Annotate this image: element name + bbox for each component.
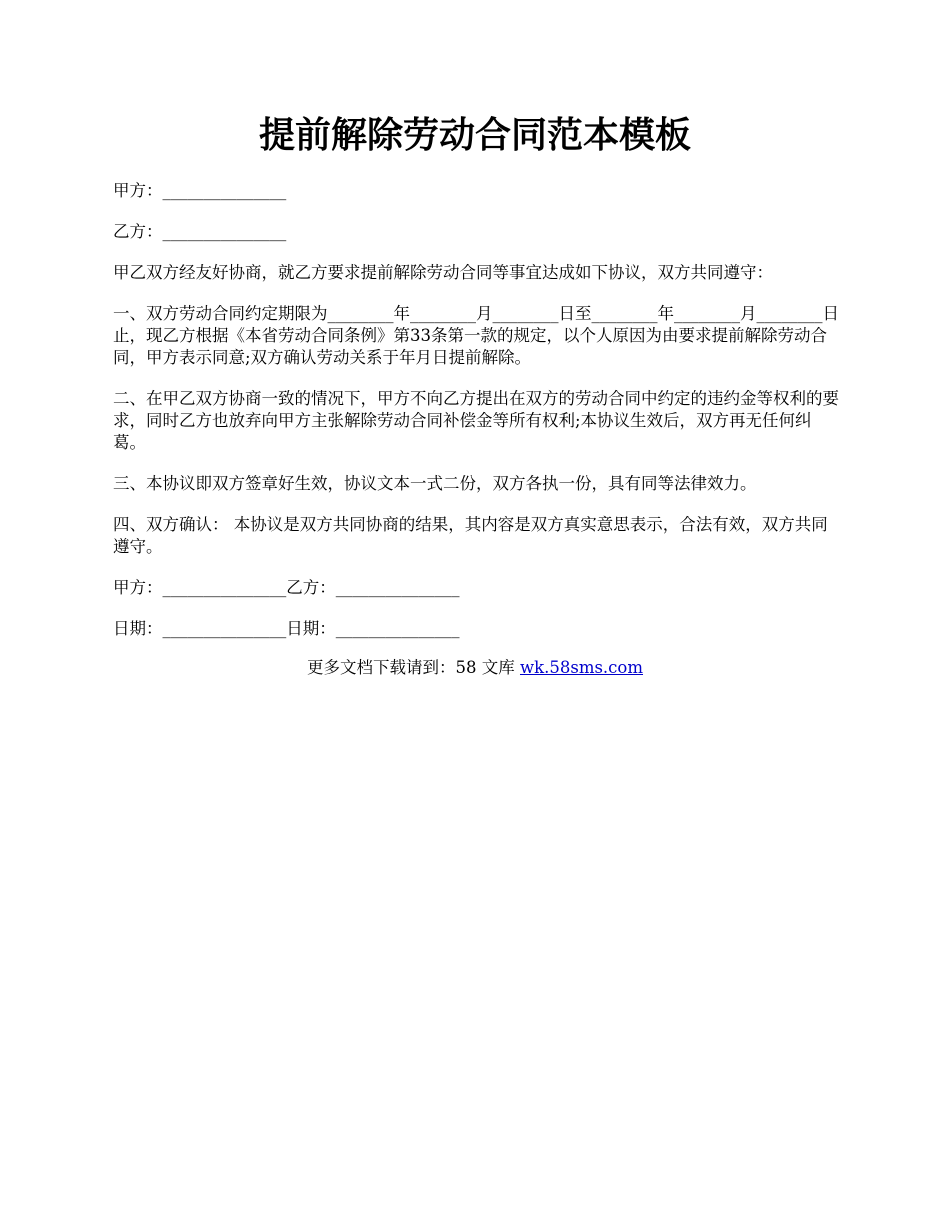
clause-2: 二、在甲乙双方协商一致的情况下，甲方不向乙方提出在双方的劳动合同中约定的违约金等权利的要求，同时乙方也放弃向甲方主张解除劳动合同补偿金等所有权利;本协议生效后，双方再无任何纠葛。 [113,389,839,452]
party-b-line: 乙方：_______________ [113,222,287,241]
intro-paragraph: 甲乙双方经友好协商，就乙方要求提前解除劳动合同等事宜达成如下协议，双方共同遵守： [113,263,773,282]
date-line: 日期：_______________日期：_______________ [113,619,460,638]
document-title: 提前解除劳动合同范本模板 [258,114,691,156]
footer-link[interactable]: wk.58sms.com [519,658,643,677]
footer-prefix: 更多文档下载请到：58 文库 [306,658,520,677]
document-body [113,180,841,659]
clause-3: 三、本协议即双方签章好生效，协议文本一式二份，双方各执一份，具有同等法律效力。 [113,474,757,493]
clause-1: 一、双方劳动合同约定期限为________年________月________日至________年________月________日止，现乙方根据《本省劳动合同条例》第33条第一款的规定，以个人原因为由要求提前解除劳动合同，甲方表示同意;双方确认劳动关系于年月日提前解除。 [113,304,839,367]
clause-4: 四、双方确认： 本协议是双方共同协商的结果，其内容是双方真实意思表示，合法有效，双方共同遵守。 [113,515,828,556]
footer-note [0,657,950,679]
signature-line: 甲方：_______________乙方：_______________ [113,578,460,597]
party-a-line: 甲方：_______________ [113,181,287,200]
